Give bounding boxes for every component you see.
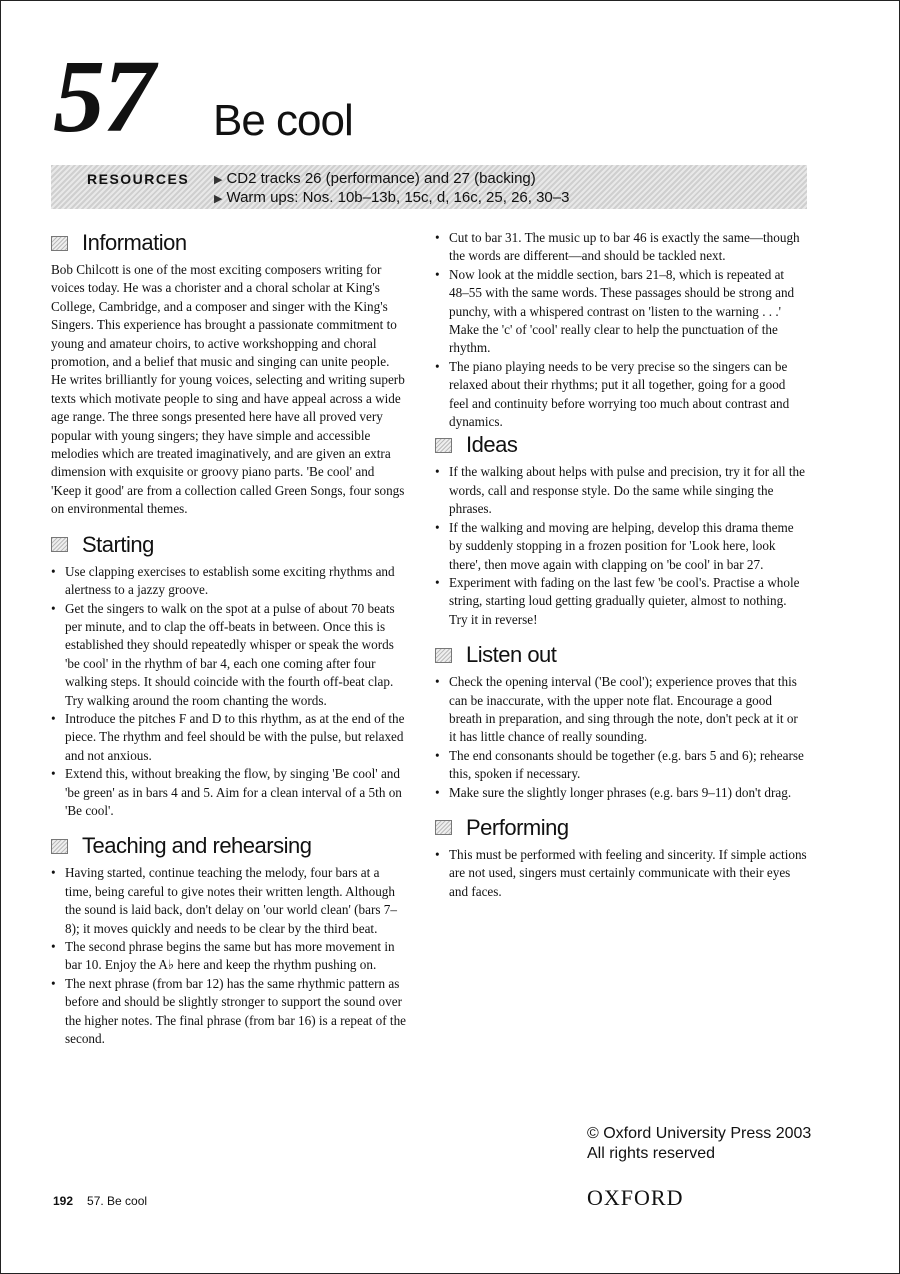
- list-item: • Extend this, without breaking the flow, by singing 'Be cool' and 'be green' as in bars 4 and 5. Aim for a clean interval of a 5th on 'Be cool'.: [51, 765, 407, 820]
- section-teaching: [51, 832, 407, 1048]
- list-item: • Introduce the pitches F and D to this rhythm, as at the end of the piece. The rhythm and feel should be with the pulse, but relaxed and not anxious.: [51, 710, 407, 765]
- resource-item: ▶ Warm ups: Nos. 10b–13b, 15c, d, 16c, 25, 26, 30–3: [214, 189, 570, 206]
- section-starting: [51, 531, 407, 821]
- chapter-title: Be cool: [213, 96, 353, 145]
- list-item: • Having started, continue teaching the melody, four bars at a time, being careful to give notes their written length. Although the sound is laid back, don't delay on 'our world clean' (bars 7–8); it moves quickly and needs to be clear by the third beat.: [51, 864, 407, 938]
- publisher-logo: OXFORD: [587, 1185, 684, 1210]
- section-heading: Ideas: [435, 431, 807, 459]
- list-item: • Make sure the slightly longer phrases (e.g. bars 9–11) don't drag.: [435, 784, 807, 802]
- section-performing: [435, 814, 807, 901]
- left-column: [51, 229, 407, 1060]
- square-icon: [51, 839, 68, 854]
- section-listen-out: [435, 641, 807, 802]
- square-icon: [51, 236, 68, 251]
- list-item: • The second phrase begins the same but has more movement in bar 10. Enjoy the A♭ here and keep the rhythm pushing on.: [51, 938, 407, 975]
- section-heading: Information: [51, 229, 407, 257]
- list-item: • Experiment with fading on the last few 'be cool's. Practise a whole string, starting loud getting gradually quieter, almost to nothing. Try it in reverse!: [435, 574, 807, 629]
- list-item: • The piano playing needs to be very precise so the singers can be relaxed about their rhythms; put it all together, going for a good feel and continuity before worrying too much about contrast and dynamics.: [435, 358, 807, 432]
- running-title: 57. Be cool: [87, 1194, 148, 1208]
- list-item: • The next phrase (from bar 12) has the same rhythmic pattern as before and should be slightly stronger to support the sound over the higher notes. The final phrase (from bar 16) is a repeat of the second.: [51, 975, 407, 1049]
- section-heading: Teaching and rehearsing: [51, 832, 407, 860]
- list-item: • The end consonants should be together (e.g. bars 5 and 6); rehearse this, spoken if necessary.: [435, 747, 807, 784]
- arrow-icon: ▶: [214, 193, 223, 205]
- list-item: • Now look at the middle section, bars 21–8, which is repeated at 48–55 with the same words. These passages should be strong and punchy, with a whispered contrast on 'listen to the warning . . .' Make the 'c' of 'cool' really clear to help the punctuation of the rhythm.: [435, 266, 807, 358]
- list-item: • Get the singers to walk on the spot at a pulse of about 70 beats per minute, and to clap the off-beats in between. Once this is established they should repeatedly whisper or speak the words 'be cool' in the rhythm of bar 4, each one coming after four walking steps. It should coincide with the fourth off-beat clap. Try walking around the room chanting the words.: [51, 600, 407, 710]
- teaching-list: [51, 864, 407, 1048]
- copyright-line: © Oxford University Press 2003: [587, 1125, 812, 1142]
- starting-list: [51, 563, 407, 821]
- list-item: • If the walking and moving are helping, develop this drama theme by suddenly stopping in a frozen position for 'Look here, look there', then move again with clapping on 'be cool' in bar 27.: [435, 519, 807, 574]
- square-icon: [435, 438, 452, 453]
- page-number: 192: [53, 1194, 74, 1208]
- teaching-continued-list: [435, 229, 807, 431]
- arrow-icon: ▶: [214, 174, 223, 186]
- information-text: Bob Chilcott is one of the most exciting composers writing for voices today. He was a chorister and a choral scholar at King's College, Cambridge, and a composer and singer with the King's Singers. This experience has brought a passionate commitment to young and amateur choirs, to active workshopping and choral promotion, and a belief that music and singing can unite people. He writes brilliantly for young voices, selecting and writing superb texts which motivate people to sing and have appeal across a wide age range. The three songs presented here have all proved very popular with young singers; they have simple and accessible melodies which are treated imaginatively, and are given an extra dimension with exquisite or groovy piano parts. 'Be cool' and 'Keep it good' are from a collection called Green Songs, four songs on environmental themes.: [51, 262, 405, 517]
- list-item: • Check the opening interval ('Be cool'); experience proves that this can be inaccurate, with the upper note flat. Encourage a good breath in preparation, and sing through the note, don't peck at it or it has little chance of really sounding.: [435, 673, 807, 747]
- listen-out-list: [435, 673, 807, 802]
- section-ideas: [435, 431, 807, 629]
- ideas-list: [435, 463, 807, 629]
- square-icon: [435, 648, 452, 663]
- chapter-number: 57: [53, 39, 153, 154]
- square-icon: [435, 820, 452, 835]
- list-item: • Cut to bar 31. The music up to bar 46 is exactly the same—though the words are different—and should be tackled next.: [435, 229, 807, 266]
- square-icon: [51, 537, 68, 552]
- copyright-notice: [587, 1124, 811, 1164]
- list-item: • This must be performed with feeling and sincerity. If simple actions are not used, singers must certainly communicate with their eyes and faces.: [435, 846, 807, 901]
- section-heading: Starting: [51, 531, 407, 559]
- resource-item: ▶ CD2 tracks 26 (performance) and 27 (backing): [214, 170, 536, 187]
- section-information: [51, 229, 407, 519]
- list-item: • Use clapping exercises to establish some exciting rhythms and alertness to a jazzy groove.: [51, 563, 407, 600]
- list-item: • If the walking about helps with pulse and precision, try it for all the words, call and response style. Do the same while singing the phrases.: [435, 463, 807, 518]
- rights-line: All rights reserved: [587, 1145, 716, 1162]
- resources-banner: [51, 165, 807, 209]
- right-column: [435, 229, 807, 913]
- section-heading: Listen out: [435, 641, 807, 669]
- performing-list: [435, 846, 807, 901]
- resources-label: RESOURCES: [87, 171, 190, 187]
- section-heading: Performing: [435, 814, 807, 842]
- page-footer: [53, 1194, 147, 1208]
